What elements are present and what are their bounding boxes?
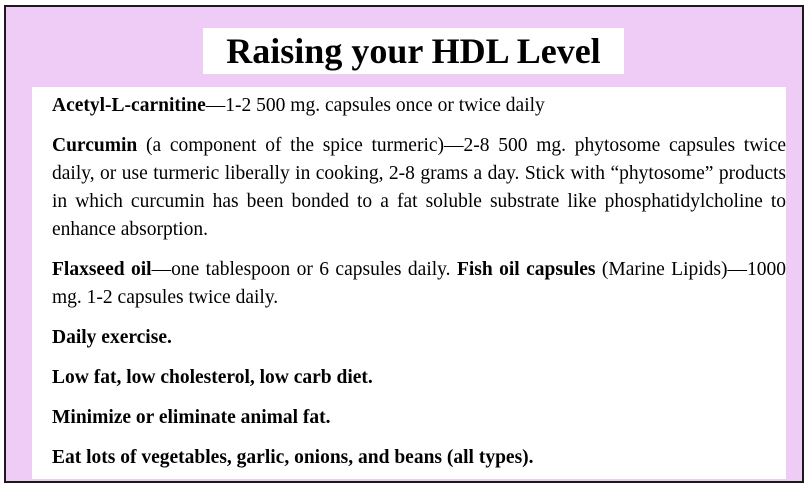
item-heading: Daily exercise.: [52, 327, 172, 348]
item-heading: Minimize or eliminate animal fat.: [52, 407, 331, 428]
item-heading: Low fat, low cholesterol, low carb diet.: [52, 367, 373, 388]
info-panel: [4, 5, 804, 483]
item-heading: Flaxseed oil: [52, 259, 152, 280]
list-item-diet: [52, 364, 786, 392]
list-item-daily-exercise: [52, 324, 786, 352]
item-heading: Curcumin: [52, 135, 138, 156]
item-text: (a component of the spice turmeric)—2-8 500 mg. phytosome capsules twice daily, or use turmeric liberally in cooking, 2-8 grams a day. Stick with “phytosome” products in which curcumin has been bonded to a fat soluble substrate like phosphatidylcholine to enhance absorption.: [52, 135, 786, 240]
list-item-curcumin: [52, 132, 786, 244]
item-heading: Eat lots of vegetables, garlic, onions, and beans (all types).: [52, 447, 534, 468]
list-item-vegetables: [52, 444, 786, 472]
item-text: —1-2 500 mg. capsules once or twice daily: [205, 95, 545, 116]
item-text-fish-oil: (Marine Lipids)—1000 mg. 1-2 capsules twice daily.: [52, 259, 786, 308]
item-heading: Acetyl-L-carnitine: [52, 95, 206, 116]
list-item-acetyl-l-carnitine: [52, 92, 786, 120]
content-box: [32, 87, 786, 479]
title-box: [203, 28, 624, 74]
list-item-flaxseed-fish-oil: [52, 256, 786, 312]
item-heading-fish-oil: Fish oil capsules: [456, 259, 596, 280]
page-title: Raising your HDL Level: [226, 31, 601, 71]
list-item-animal-fat: [52, 404, 786, 432]
item-text: —one tablespoon or 6 capsules daily.: [151, 259, 457, 280]
